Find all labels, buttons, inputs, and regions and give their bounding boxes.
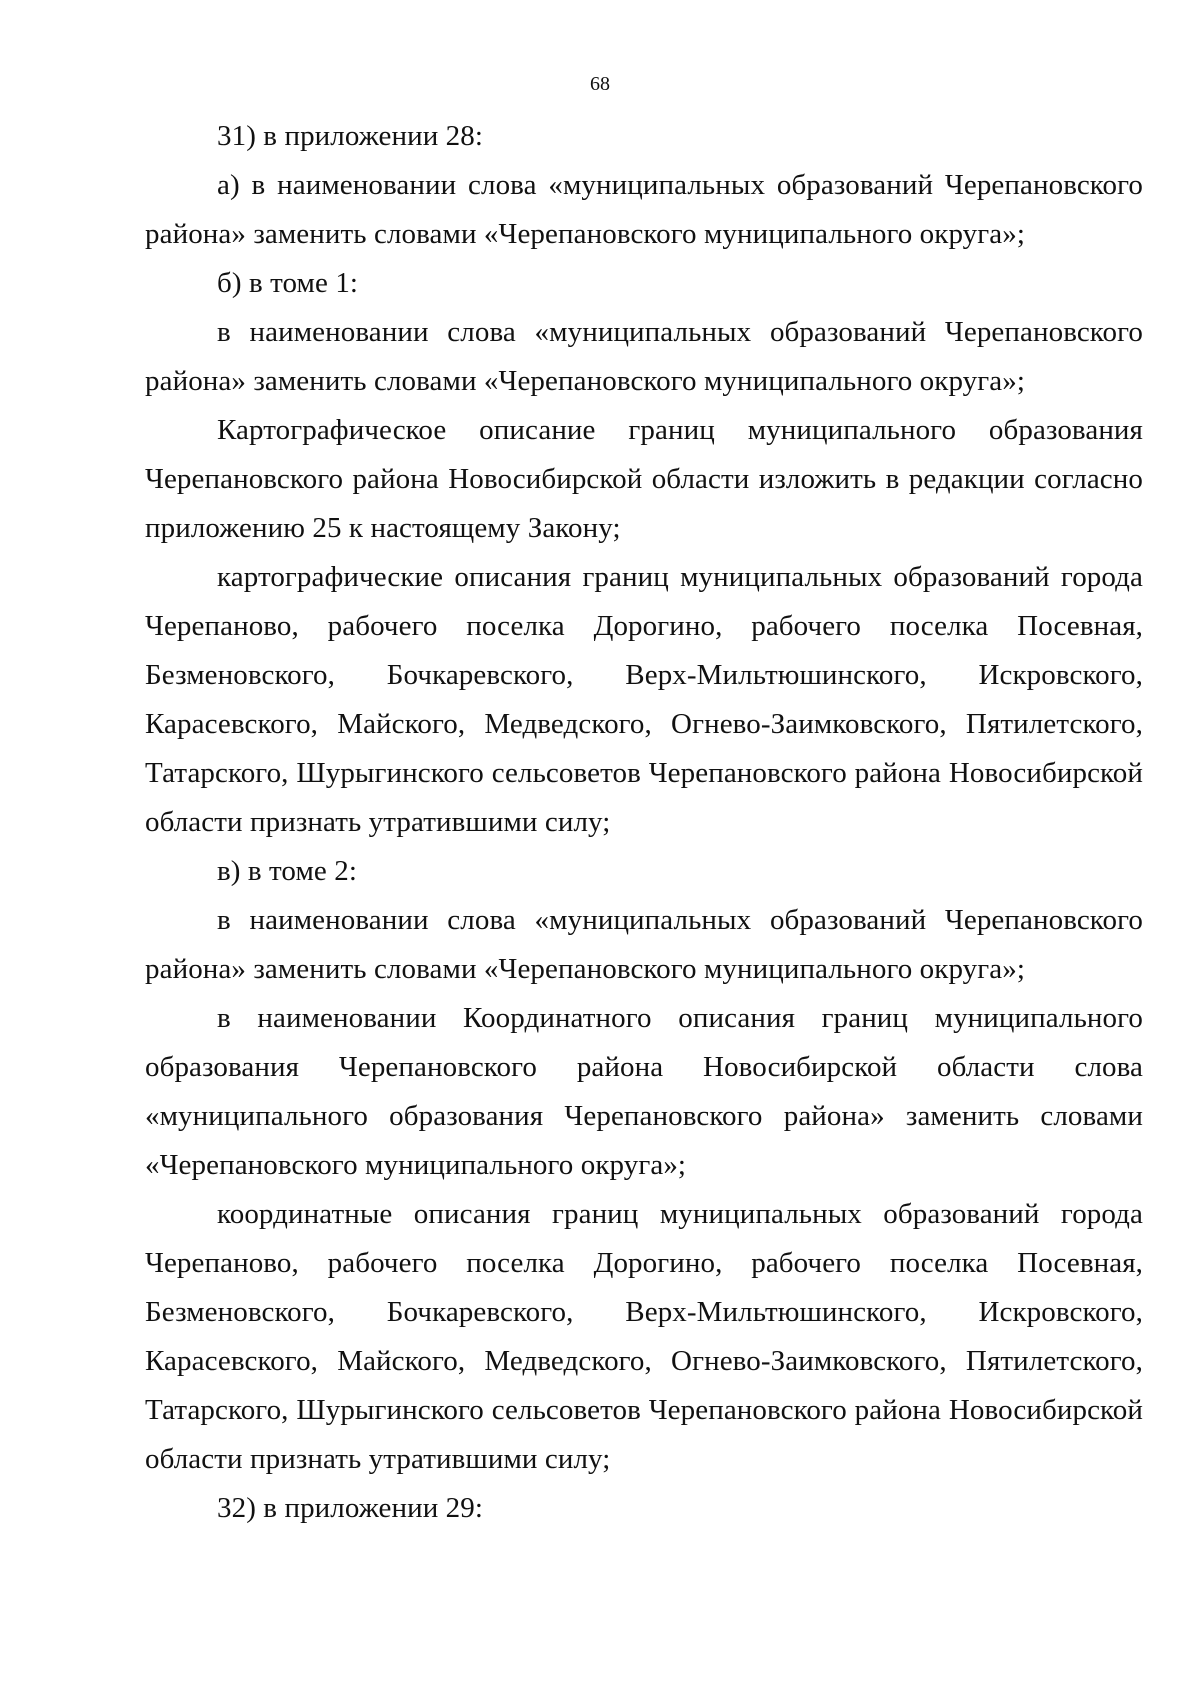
paragraph-subitem-v: в) в томе 2: <box>217 855 358 887</box>
paragraph-volume2-name: в наименовании слова «муниципальных образований Черепановского района» заменить словами «Черепановского муниципального округа»; <box>145 904 1143 985</box>
page-number: 68 <box>590 73 610 95</box>
paragraph-coordinate-name: в наименовании Координатного описания границ муниципального образования Черепановского района Новосибирской области слова «муниципального образования Черепановского района» заменить словами «Черепановского муниципального округа»; <box>145 1002 1143 1181</box>
paragraph-item-32: 32) в приложении 29: <box>217 1492 484 1524</box>
paragraph-cartographic-repeal: картографические описания границ муниципальных образований города Черепаново, рабочего поселка Дорогино, рабочего поселка Посевная, Безменовского, Бочкаревского, Верх-Мильтюшинского, Искровского, Карасевского, Майского, Медведского, Огнево-Заимковского, Пятилетского, Татарского, Шурыгинского сельсоветов Черепановского района Новосибирской области признать утратившими силу; <box>145 561 1143 838</box>
paragraph-coordinate-repeal: координатные описания границ муниципальных образований города Черепаново, рабочего поселка Дорогино, рабочего поселка Посевная, Безменовского, Бочкаревского, Верх-Мильтюшинского, Искровского, Карасевского, Майского, Медведского, Огнево-Заимковского, Пятилетского, Татарского, Шурыгинского сельсоветов Черепановского района Новосибирской области признать утратившими силу; <box>145 1198 1143 1475</box>
paragraph-cartographic-description: Картографическое описание границ муниципального образования Черепановского района Новосибирской области изложить в редакции согласно приложению 25 к настоящему Закону; <box>145 414 1143 544</box>
document-body <box>145 112 1143 1533</box>
paragraph-subitem-b: б) в томе 1: <box>217 267 359 299</box>
paragraph-volume1-name: в наименовании слова «муниципальных образований Черепановского района» заменить словами «Черепановского муниципального округа»; <box>145 316 1143 397</box>
paragraph-subitem-a: а) в наименовании слова «муниципальных образований Черепановского района» заменить словами «Черепановского муниципального округа»; <box>145 169 1143 250</box>
paragraph-item-31: 31) в приложении 28: <box>217 120 484 152</box>
